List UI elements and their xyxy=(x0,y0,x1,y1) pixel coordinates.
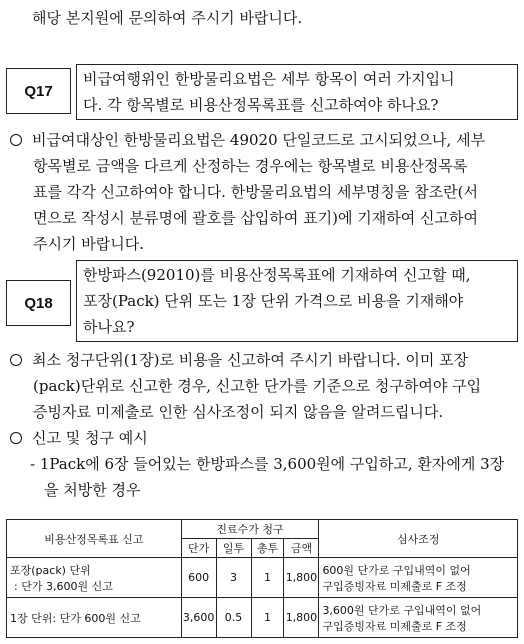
review-line: 구입증빙자료 미제출로 F 조정 xyxy=(322,619,467,633)
table-cell: 1 xyxy=(251,598,284,638)
table-cell: 1,800 xyxy=(284,558,319,598)
table-cell: 1 xyxy=(251,558,284,598)
review-line: 구입증빙자료 미제출로 F 조정 xyxy=(322,579,467,593)
q17-answer xyxy=(10,127,485,257)
table-header-claim: 진료수가 청구 xyxy=(181,520,319,539)
table-cell: 1,800 xyxy=(284,598,319,638)
table-subheader: 총투 xyxy=(251,539,284,558)
circle-bullet-icon xyxy=(10,134,22,146)
table-cell: 600 xyxy=(181,558,216,598)
table-cell-report xyxy=(7,558,182,598)
table-header-review: 심사조정 xyxy=(319,520,518,558)
report-line: : 단가 3,600원 신고 xyxy=(14,579,113,593)
q17-answer-line: 면으로 작성시 분류명에 괄호를 삽입하여 표기)에 기재하여 신고하여 xyxy=(33,209,478,227)
q17-question-line: 비급여행위인 한방물리요법은 세부 항목이 여러 가지입니 xyxy=(83,70,455,88)
q17-answer-line: 비급여대상인 한방물리요법은 49020 단일코드로 고시되었으나, 세부 xyxy=(32,131,486,149)
q18-answer-line: 최소 청구단위(1장)로 비용을 신고하여 주시기 바랍니다. 이미 포장 xyxy=(32,351,469,369)
q17-answer-line: 주시기 바랍니다. xyxy=(33,235,144,253)
table-subheader: 일투 xyxy=(216,539,251,558)
table-subheader: 금액 xyxy=(284,539,319,558)
table-cell-report: 1장 단위: 단가 600원 신고 xyxy=(7,598,182,638)
q18-answer xyxy=(10,347,504,503)
q17-question-line: 다. 각 항목별로 비용산정목록표를 신고하여야 하나요? xyxy=(83,96,439,114)
table-cell: 3,600 xyxy=(181,598,216,638)
table-cell: 3 xyxy=(216,558,251,598)
example-line: - 1Pack에 6장 들어있는 한방파스를 3,600원에 구입하고, 환자에게 3장 xyxy=(30,455,505,473)
table-cell: 0.5 xyxy=(216,598,251,638)
table-cell-review xyxy=(319,598,518,638)
table-cell-review xyxy=(319,558,518,598)
q18-question-line: 포장(Pack) 단위 또는 1장 단위 가격으로 비용을 기재해야 xyxy=(83,292,464,310)
q17-question xyxy=(76,64,518,120)
table-row xyxy=(7,598,518,638)
q18-question-line: 하나요? xyxy=(83,318,135,336)
review-line: 3,600원 단가로 구입내역이 없어 xyxy=(322,603,482,617)
q17-answer-line: 항목별로 금액을 다르게 산정하는 경우에는 항목별로 비용산정목록 xyxy=(33,157,468,175)
q18-question xyxy=(76,260,518,342)
q18-answer-line: (pack)단위로 신고한 경우, 신고한 단가를 기준으로 청구하여야 구입 xyxy=(33,377,482,395)
q18-question-line: 한방파스(92010)를 비용산정목록표에 기재하여 신고할 때, xyxy=(83,266,471,284)
circle-bullet-icon xyxy=(10,432,22,444)
q18-label: Q18 xyxy=(6,280,71,326)
report-line: 포장(pack) 단위 xyxy=(10,563,91,577)
example-line: 을 처방한 경우 xyxy=(44,481,141,499)
table-subheader: 단가 xyxy=(181,539,216,558)
q18-answer-line: 증빙자료 미제출로 인한 심사조정이 되지 않음을 알려드립니다. xyxy=(33,403,444,421)
review-line: 600원 단가로 구입내역이 없어 xyxy=(322,563,471,577)
q17-label: Q17 xyxy=(6,68,71,114)
table-header-report: 비용산정목록표 신고 xyxy=(7,520,182,558)
intro-line: 해당 본지원에 문의하여 주시기 바랍니다. xyxy=(32,9,303,27)
q17-answer-line: 표를 각각 신고하여야 합니다. 한방물리요법의 세부명칭을 참조란(서 xyxy=(33,183,478,201)
example-table xyxy=(6,519,518,638)
circle-bullet-icon xyxy=(10,354,22,366)
table-row xyxy=(7,558,518,598)
example-title: 신고 및 청구 예시 xyxy=(32,429,148,447)
